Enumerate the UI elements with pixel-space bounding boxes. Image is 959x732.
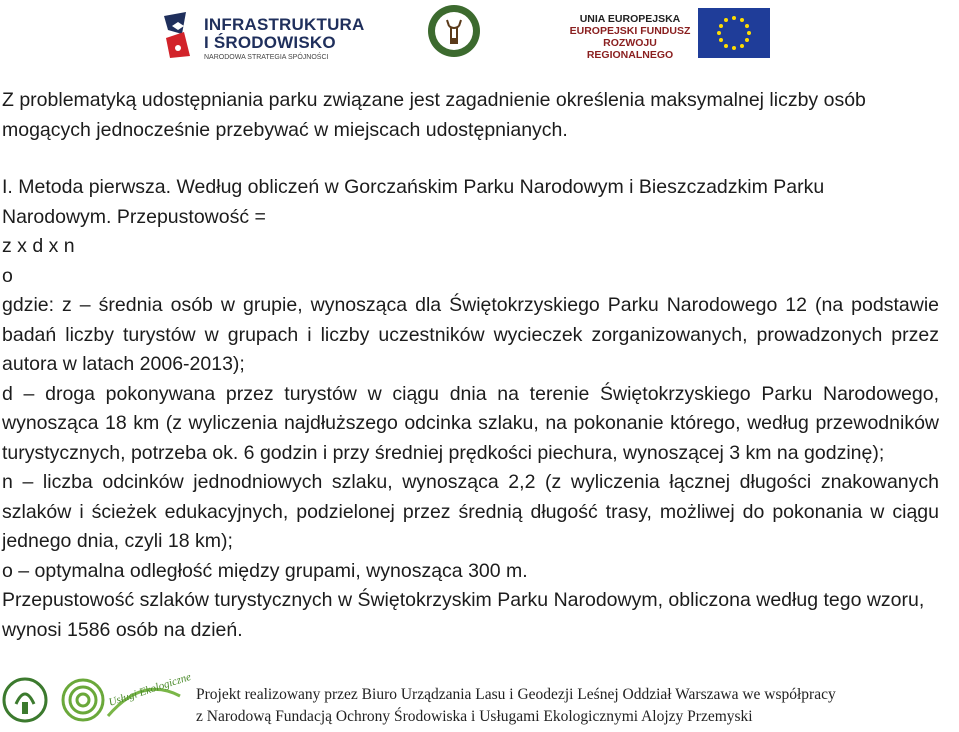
footer — [0, 668, 959, 732]
formula-denominator: o — [2, 264, 13, 287]
footer-project-text — [196, 684, 958, 728]
definition-n: n – liczba odcinków jednodniowych szlaku, wynosząca 2,2 (z wyliczenia łącznej długości znakowanych szlaków i ścieżek edukacyjnych, podzielonej przez średnią długość trasy, możliwej do pokonania w ciągu jednego dnia, czyli 18 km); — [2, 471, 939, 552]
infra-flag-icon — [160, 8, 196, 62]
method-paragraph: I. Metoda pierwsza. Według obliczeń w Gorczańskim Parku Narodowym i Bieszczadzkim Parku Narodowym. Przepustowość = — [2, 176, 825, 228]
foundation-logo-icon — [2, 674, 48, 728]
definition-z: gdzie: z – średnia osób w grupie, wynosząca dla Świętokrzyskiego Parku Narodowego 12 (na podstawie badań liczby turystów w grupach i liczby uczestników wycieczek zorganizowanych, prowadzonych przez autora w latach 2006-2013); — [2, 294, 939, 375]
eu-flag-icon — [698, 8, 770, 58]
infra-subtitle: NARODOWA STRATEGIA SPÓJNOŚCI — [204, 54, 329, 61]
definition-o: o – optymalna odległość między grupami, wynosząca 300 m. — [2, 559, 528, 582]
footer-line2: z Narodową Fundacją Ochrony Środowiska i Usługami Ekologicznymi Alojzy Przemyski — [196, 708, 753, 725]
eu-line3: ROZWOJU REGIONALNEGO — [586, 37, 674, 61]
infra-title — [204, 16, 365, 52]
definition-d: d – droga pokonywana przez turystów w ciągu dnia na terenie Świętokrzyskiego Parku Narodowego, wynosząca 18 km (z wyliczenia najdłuższego odcinka szlaku, na pokonanie którego, według przewodników turystycznych, potrzeba ok. 6 godzin i przy średniej prędkości piechura, wynoszącej 3 km na godzinę); — [2, 382, 939, 464]
eu-line2: EUROPEJSKI FUNDUSZ — [569, 25, 691, 37]
infra-title-line1: INFRASTRUKTURA — [204, 15, 365, 34]
footer-line1: Projekt realizowany przez Biuro Urządzania Lasu i Geodezji Leśnej Oddział Warszawa we współpracy — [196, 686, 836, 703]
eu-fund-text — [565, 13, 695, 61]
result-paragraph: Przepustowość szlaków turystycznych w Świętokrzyskim Parku Narodowym, obliczona według tego wzoru, wynosi 1586 osób na dzień. — [2, 589, 925, 641]
header-logos — [0, 0, 959, 72]
infra-title-line2: I ŚRODOWISKO — [204, 33, 336, 52]
spiral-logo-icon — [58, 674, 108, 728]
deer-emblem-icon — [427, 4, 481, 58]
eu-line1: UNIA EUROPEJSKA — [579, 13, 681, 25]
logo3-text: Usługi Ekologiczne — [107, 670, 193, 709]
spacer — [2, 145, 939, 173]
main-text — [2, 86, 939, 645]
uslugi-ekologiczne-logo-icon — [102, 670, 193, 724]
intro-paragraph: Z problematyką udostępniania parku związane jest zagadnienie określenia maksymalnej liczby osób mogących jednocześnie przebywać w miejscach udostępnianych. — [2, 89, 866, 141]
formula-numerator: z x d x n — [2, 235, 75, 257]
infrastruktura-logo — [160, 8, 365, 64]
